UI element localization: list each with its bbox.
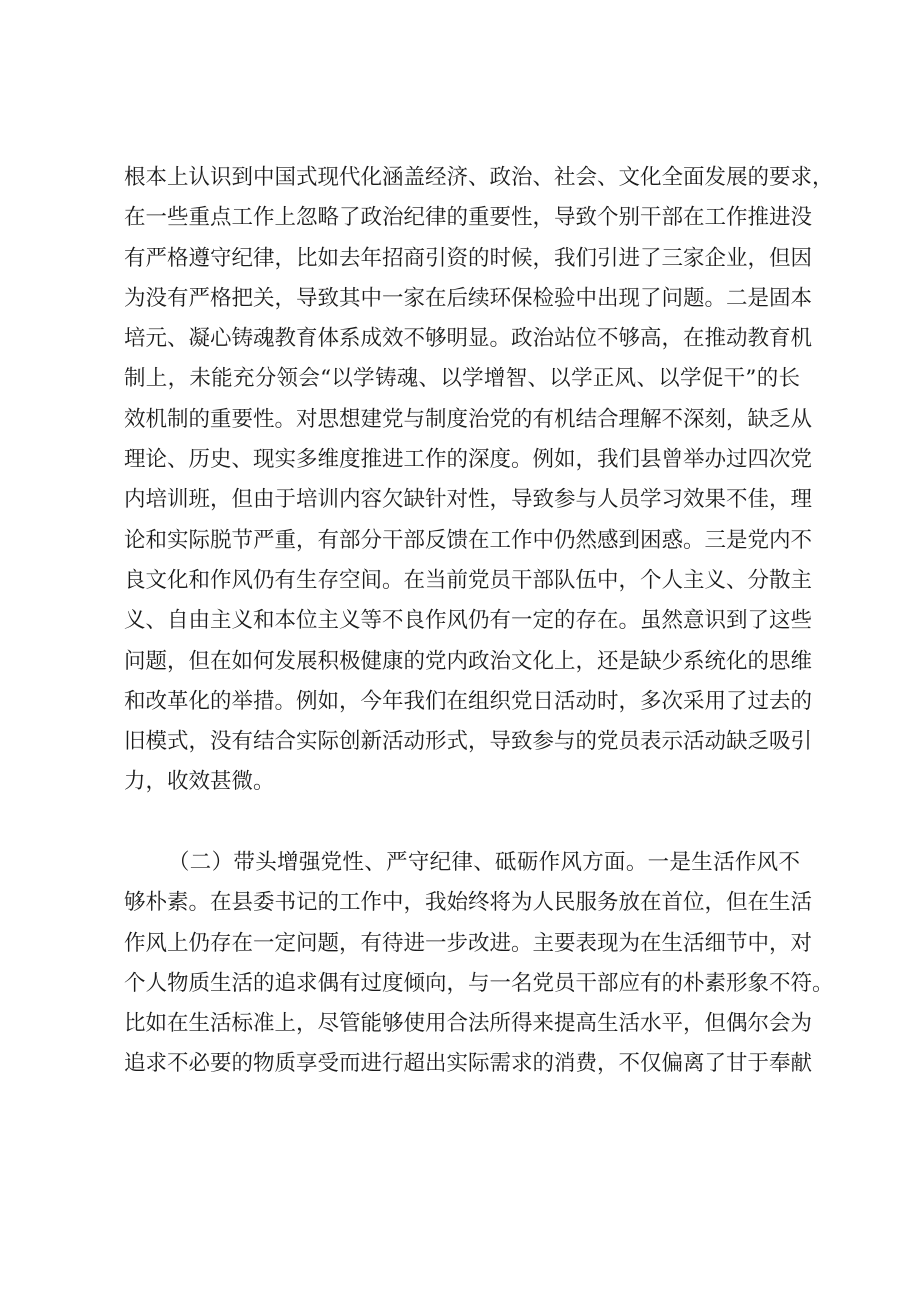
paragraph-2-line: 个人物质生活的追求偶有过度倾向，与一名党员干部应有的朴素形象不符。 xyxy=(124,970,834,996)
paragraph-1-line: 制上，未能充分领会“以学铸魂、以学增智、以学正风、以学促干”的长 xyxy=(124,366,800,392)
paragraph-1-line: 理论、历史、现实多维度推进工作的深度。例如，我们县曾举办过四次党 xyxy=(124,447,813,473)
paragraph-1-line: 培元、凝心铸魂教育体系成效不够明显。政治站位不够高，在推动教育机 xyxy=(124,326,813,352)
paragraph-1 xyxy=(124,158,834,803)
paragraph-2-line: 追求不必要的物质享受而进行超出实际需求的消费，不仅偏离了甘于奉献 xyxy=(124,1051,813,1077)
paragraph-1-line: 义、自由主义和本位主义等不良作风仍有一定的存在。虽然意识到了这些 xyxy=(124,608,813,634)
paragraph-1-line: 论和实际脱节严重，有部分干部反馈在工作中仍然感到困惑。三是党内不 xyxy=(124,527,813,553)
paragraph-1-line: 为没有严格把关，导致其中一家在后续环保检验中出现了问题。二是固本 xyxy=(124,285,813,311)
paragraph-1-line: 根本上认识到中国式现代化涵盖经济、政治、社会、文化全面发展的要求， xyxy=(124,165,834,190)
paragraph-2 xyxy=(124,843,834,1085)
paragraph-2-line: 作风上仍存在一定问题，有待进一步改进。主要表现为在生活细节中，对 xyxy=(124,930,813,956)
paragraph-1-line: 旧模式，没有结合实际创新活动形式，导致参与的党员表示活动缺乏吸引 xyxy=(124,729,813,755)
paragraph-1-line: 有严格遵守纪律，比如去年招商引资的时候，我们引进了三家企业，但因 xyxy=(124,245,813,271)
paragraph-2-line: （二）带头增强党性、严守纪律、砥砺作风方面。一是生活作风不 xyxy=(168,850,800,875)
paragraph-2-line: 比如在生活标准上，尽管能够使用合法所得来提高生活水平，但偶尔会为 xyxy=(124,1011,813,1037)
paragraph-1-line: 效机制的重要性。对思想建党与制度治党的有机结合理解不深刻，缺乏从 xyxy=(124,406,813,432)
paragraph-1-line: 良文化和作风仍有生存空间。在当前党员干部队伍中，个人主义、分散主 xyxy=(124,567,813,593)
paragraph-1-line: 和改革化的举措。例如，今年我们在组织党日活动时，多次采用了过去的 xyxy=(124,688,813,714)
paragraph-2-line: 够朴素。在县委书记的工作中，我始终将为人民服务放在首位，但在生活 xyxy=(124,890,813,916)
paragraph-1-line: 在一些重点工作上忽略了政治纪律的重要性，导致个别干部在工作推进没 xyxy=(124,205,813,231)
paragraph-1-line: 问题，但在如何发展积极健康的党内政治文化上，还是缺少系统化的思维 xyxy=(124,648,813,674)
paragraph-1-line: 内培训班，但由于培训内容欠缺针对性，导致参与人员学习效果不佳，理 xyxy=(124,487,813,513)
paragraph-1-line: 力，收效甚微。 xyxy=(124,769,275,795)
